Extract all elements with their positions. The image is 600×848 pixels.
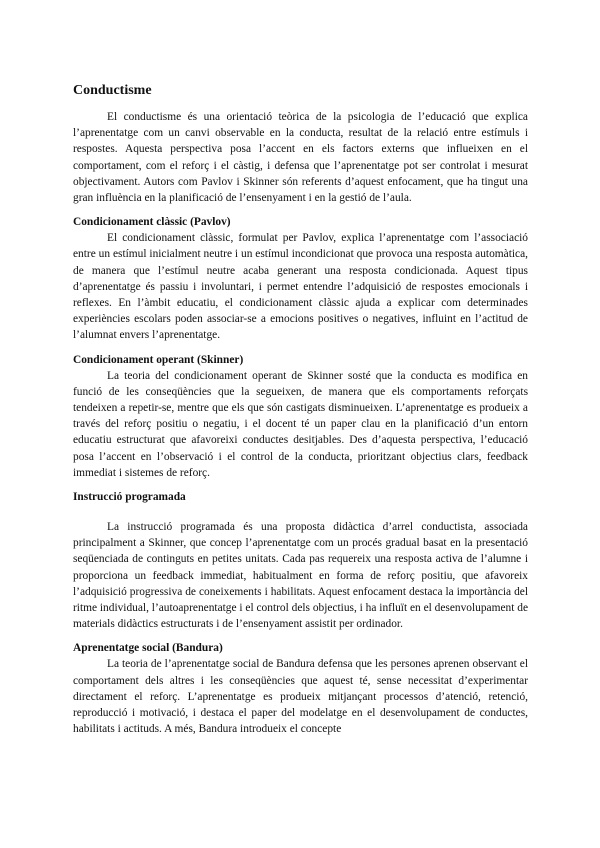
section-heading-operant-conditioning: Condicionament operant (Skinner): [73, 353, 244, 366]
section-heading-classical-conditioning: Condicionament clàssic (Pavlov): [73, 216, 231, 229]
section-spacer: [73, 505, 528, 519]
document-page: [73, 82, 528, 738]
section-body-classical-conditioning: El condicionament clàssic, formulat per Pavlov, explica l’aprenentatge com l’associació entre un estímul inicialment neutre i un estímul incondicionat que provoca una resposta automàtica, de manera que l’estímul neutre acaba generant una resposta condicionada. Aquest tipus d’aprenentatge és passiu i involuntari, i permet entendre l’adquisició de respostes emocionals i reflexes. En l’àmbit educatiu, el condicionament clàssic ajuda a explicar com determinades experiències escolars poden associar-se a emocions positives o negatives, influint en l’actitud de l’alumnat envers l’aprenentatge.: [73, 232, 528, 342]
intro-paragraph: El conductisme és una orientació teòrica de la psicologia de l’educació que explica l’aprenentatge com un canvi observable en la conducta, resultat de la relació entre estímuls i respostes. Aquesta perspectiva posa l’accent en els factors externs que influeixen en el comportament, com el reforç i el càstig, i defensa que l’aprenentatge pot ser controlat i mesurat objectivament. Autors com Pavlov i Skinner són referents d’aquest enfocament, que ha tingut una gran influència en la planificació de l’ensenyament i en la gestió de l’aula.: [73, 111, 528, 205]
section-body-programmed-instruction: La instrucció programada és una proposta didàctica d’arrel conductista, associada principalment a Skinner, que concep l’aprenentatge com un procés gradual basat en la presentació seqüenciada de continguts en petites unitats. Cada pas requereix una resposta activa de l’alumne i proporciona un feedback immediat, habitualment en forma de reforç positiu, que afavoreix l’adquisició progressiva de coneixements i habilitats. Aquest enfocament destaca la importància del ritme individual, l’autoaprenentatge i el control dels objectius, i ha influït en el desenvolupament de materials didàctics estructurats i de l’ensenyament assistit per ordinador.: [73, 521, 528, 631]
section-heading-programmed-instruction: Instrucció programada: [73, 491, 186, 504]
section-body-operant-conditioning: La teoria del condicionament operant de Skinner sosté que la conducta es modifica en funció de les conseqüències que la segueixen, de manera que els comportaments reforçats tendeixen a repetir-se, mentre que els que són castigats disminueixen. L’aprenentatge es produeix a través del reforç positiu o negatiu, i el docent té un paper clau en la planificació d’un entorn educatiu estructurat que afavoreixi conductes desitjables. Des d’aquesta perspectiva, l’educació posa l’accent en l’observació i el control de la conducta, prioritzant objectius clars, feedback immediat i sistemes de reforç.: [73, 369, 528, 479]
page-title: Conductisme: [73, 83, 152, 98]
section-body-social-learning: La teoria de l’aprenentatge social de Bandura defensa que les persones aprenen observant el comportament dels altres i les conseqüències que aquest té, sense necessitat d’experimentar directament el reforç. L’aprenentatge es produeix mitjançant processos d’atenció, retenció, reproducció i motivació, i destaca el paper del modelatge en el desenvolupament de conductes, habilitats i actituds. A més, Bandura introdueix el concepte: [73, 658, 528, 736]
section-heading-social-learning: Aprenentatge social (Bandura): [73, 642, 223, 655]
